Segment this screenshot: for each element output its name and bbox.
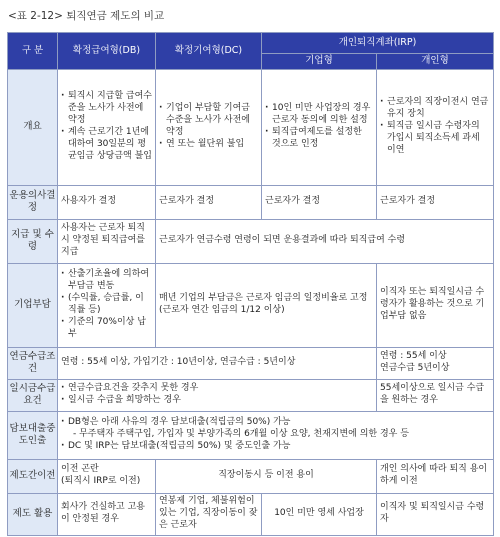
row-label: 연금수급조건: [8, 347, 58, 379]
list-item: · DC 및 IRP는 담보대출(적립금의 50%) 및 중도인출 가능: [61, 441, 490, 453]
list-item: · 퇴직급여제도를 설정한 것으로 인정: [265, 127, 373, 151]
row-label: 담보대출중도인출: [8, 411, 58, 459]
list-item-text: - 무주택자 주택구입, 가입자 및 부양가족의 6개월 이상 요양, 천재지변에 의한 경우 등: [73, 429, 409, 440]
cell-db: [58, 263, 156, 347]
cell-irp-corp: 10인 미만 영세 사업장: [262, 493, 377, 535]
cell-db: 사용자는 근로자 퇴직시 약정된 퇴직급여를 지급: [58, 219, 156, 263]
list-item: · 계속 근로기간 1년에 대하여 30일분의 평균임금 상당금액 불입: [61, 127, 152, 163]
cell-dc: 근로자가 결정: [156, 185, 262, 219]
header-irp-corp: 기업형: [262, 54, 377, 70]
cell-irp-personal: 연령 : 55세 이상 연금수급 5년이상: [377, 347, 494, 379]
row-burden: [8, 263, 494, 347]
row-transfer: [8, 459, 494, 493]
list-item: · 연금수급요건을 갖추지 못한 경우: [61, 383, 373, 395]
list-item: · DB형은 아래 사유의 경우 담보대출(적립금의 50%) 가능: [61, 417, 490, 429]
cell-db: 회사가 건실하고 고용이 안정된 경우: [58, 493, 156, 535]
row-lump: [8, 379, 494, 411]
header-db: 확정급여형(DB): [58, 33, 156, 70]
cell-dc-irp-corp: 매년 기업의 부담금은 근로자 임금의 일정비율로 고정 (근로자 연간 임금의 1/12 이상): [156, 263, 377, 347]
row-label: 지급 및 수령: [8, 219, 58, 263]
list-item: · 기준의 70%이상 납부: [61, 317, 152, 341]
row-label: 제도간이전: [8, 459, 58, 493]
list-item: · 기업이 부담할 기여금 수준을 노사가 사전에 약정: [159, 103, 258, 139]
cell-db: [58, 69, 156, 185]
cell-irp-personal: 근로자가 결정: [377, 185, 494, 219]
cell-db: 이전 곤란 (퇴직시 IRP로 이전): [58, 459, 156, 493]
list-item: · 산출기초율에 의하여 부담금 변동: [61, 269, 152, 293]
list-item: · (수익률, 승급률, 이직률 등): [61, 293, 152, 317]
cell-irp-corp: 근로자가 결정: [262, 185, 377, 219]
row-label: 개요: [8, 69, 58, 185]
cell-irp-personal: 55세이상으로 일시금 수급을 원하는 경우: [377, 379, 494, 411]
row-label: 운용의사결정: [8, 185, 58, 219]
list-item: [61, 429, 490, 441]
cell-dc-irp-corp: 직장이동시 등 이전 용이: [156, 459, 377, 493]
list-item: · 근로자의 직장이전시 연금유지 장치: [380, 97, 490, 121]
row-usage: [8, 493, 494, 535]
row-label: 기업부담: [8, 263, 58, 347]
cell-all: [58, 411, 494, 459]
pension-comparison-table: [7, 32, 494, 536]
cell-main: [58, 379, 377, 411]
header-dc: 확정기여형(DC): [156, 33, 262, 70]
cell-irp-personal: 개인 의사에 따라 퇴직 용이하게 이전: [377, 459, 494, 493]
cell-dc-irp: 근로자가 연금수령 연령이 되면 운용결과에 따라 퇴직급여 수령: [156, 219, 494, 263]
cell-irp-personal: 이직자 또는 퇴직일시금 수령자가 활용하는 것으로 기업부담 없음: [377, 263, 494, 347]
list-item: · 퇴직금 일시금 수령자의 가입시 퇴직소득세 과세 이연: [380, 121, 490, 157]
row-management: [8, 185, 494, 219]
row-label: 제도 활용: [8, 493, 58, 535]
cell-irp-personal: [377, 69, 494, 185]
row-overview: [8, 69, 494, 185]
row-label: 일시금수급요건: [8, 379, 58, 411]
cell-dc: 연봉제 기업, 체불위험이 있는 기업, 직장이동이 잦은 근로자: [156, 493, 262, 535]
row-payment: [8, 219, 494, 263]
row-pension: [8, 347, 494, 379]
cell-irp-personal: 이직자 및 퇴직일시금 수령자: [377, 493, 494, 535]
header-irp: 개인퇴직계좌(IRP): [262, 33, 494, 54]
list-item: · 연 또는 월단위 불입: [159, 139, 258, 151]
row-collateral: [8, 411, 494, 459]
list-item: · 10인 미만 사업장의 경우 근로자 동의에 의한 설정: [265, 103, 373, 127]
cell-dc: [156, 69, 262, 185]
list-item: · 퇴직시 지급할 급여수준을 노사가 사전에 약정: [61, 91, 152, 127]
header-type: 구 분: [8, 33, 58, 70]
cell-main: 연령 : 55세 이상, 가입기간 : 10년이상, 연금수급 : 5년이상: [58, 347, 377, 379]
cell-db: 사용자가 결정: [58, 185, 156, 219]
cell-irp-corp: [262, 69, 377, 185]
header-irp-personal: 개인형: [377, 54, 494, 70]
list-item: · 일시금 수급을 희망하는 경우: [61, 395, 373, 407]
table-caption: <표 2-12> 퇴직연금 제도의 비교: [8, 10, 165, 22]
